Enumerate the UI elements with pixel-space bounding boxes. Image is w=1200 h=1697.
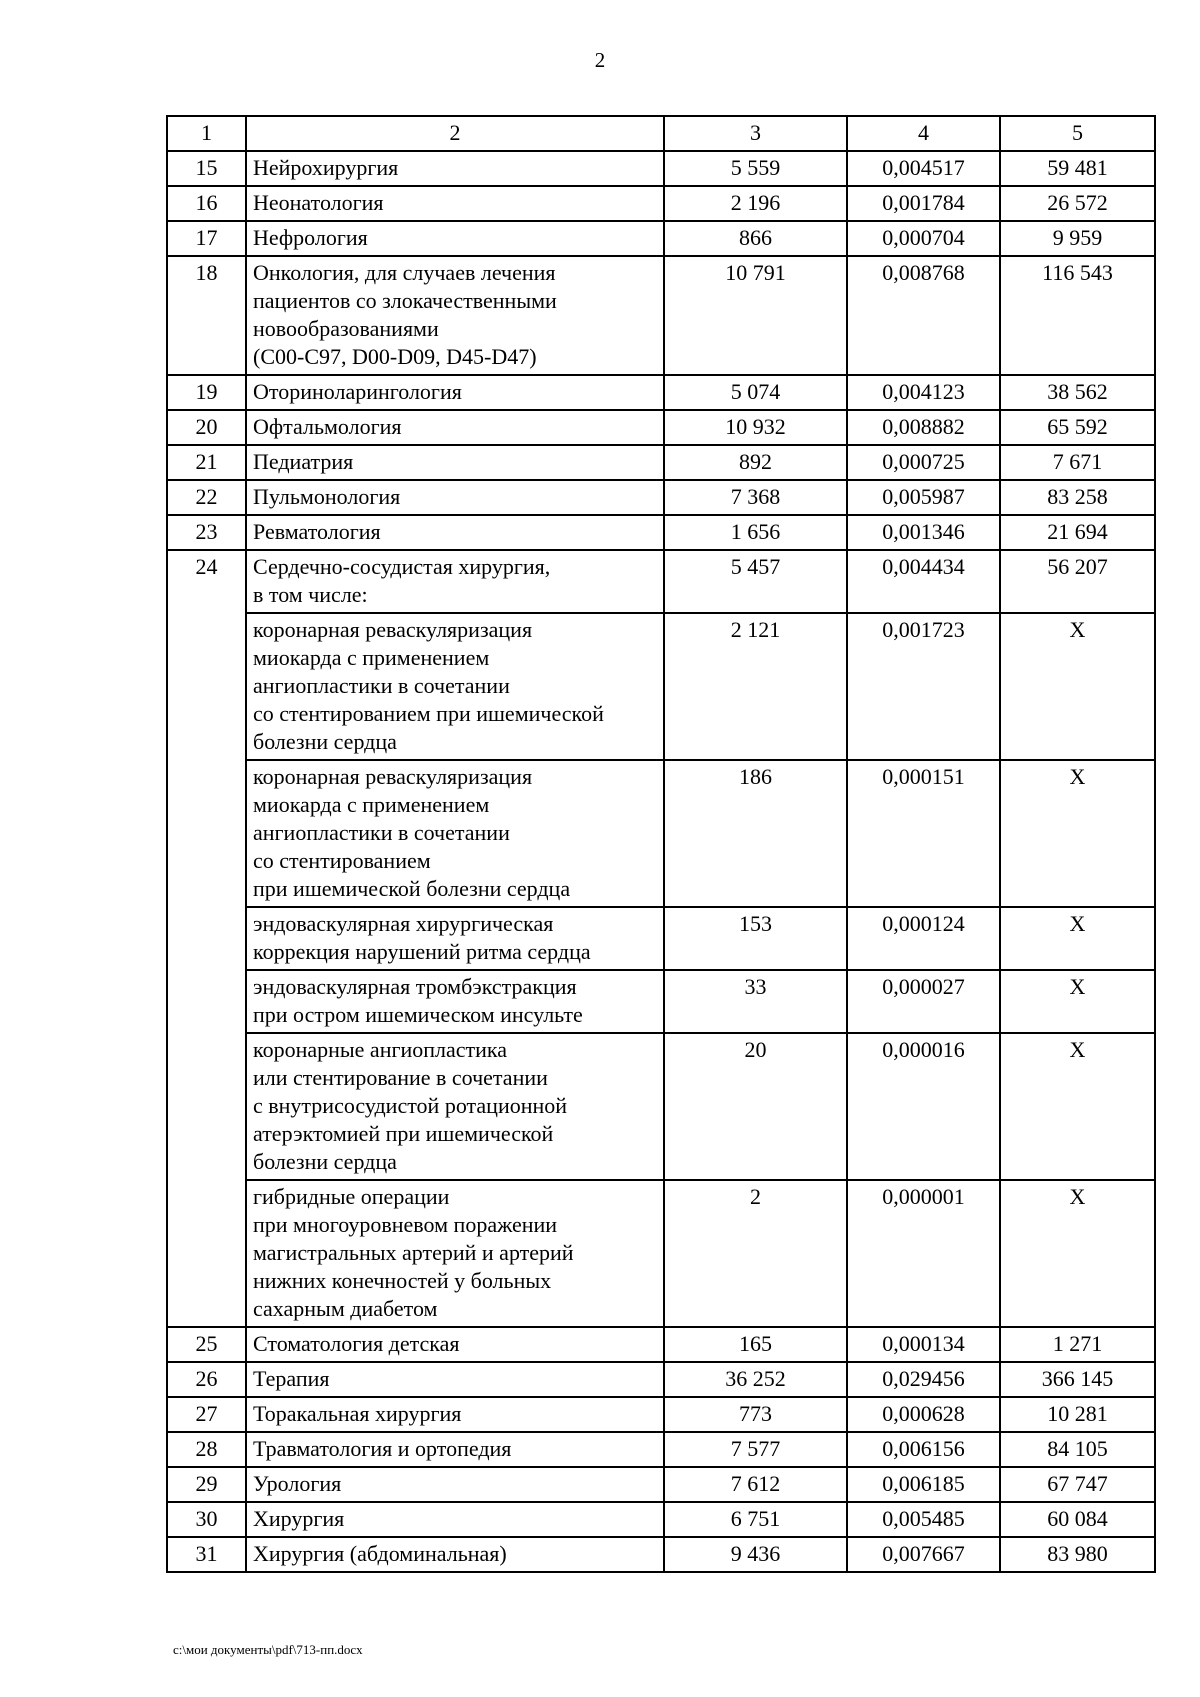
value-col-5: 67 747 bbox=[1000, 1467, 1155, 1502]
value-col-4: 0,000016 bbox=[847, 1033, 1000, 1180]
row-name bbox=[246, 410, 664, 445]
row-name bbox=[246, 1537, 664, 1572]
row-number: 20 bbox=[167, 410, 246, 445]
name-line: Нефрология bbox=[253, 225, 368, 250]
sub-row bbox=[167, 1180, 1155, 1327]
row-number: 22 bbox=[167, 480, 246, 515]
row-name bbox=[246, 1467, 664, 1502]
name-line: Хирургия (абдоминальная) bbox=[253, 1541, 507, 1566]
name-line: миокарда с применением bbox=[253, 792, 490, 817]
row-name bbox=[246, 1397, 664, 1432]
row-number: 15 bbox=[167, 151, 246, 186]
table-row bbox=[167, 410, 1155, 445]
name-line: коронарные ангиопластика bbox=[253, 1037, 508, 1062]
row-name bbox=[246, 613, 664, 760]
row-name bbox=[246, 151, 664, 186]
value-col-4: 0,000704 bbox=[847, 221, 1000, 256]
row-number: 30 bbox=[167, 1502, 246, 1537]
row-number: 27 bbox=[167, 1397, 246, 1432]
row-number: 26 bbox=[167, 1362, 246, 1397]
sub-row bbox=[167, 613, 1155, 760]
header-row bbox=[167, 116, 1155, 151]
name-line: в том числе: bbox=[253, 582, 368, 607]
table-row bbox=[167, 221, 1155, 256]
row-name bbox=[246, 480, 664, 515]
value-col-4: 0,000725 bbox=[847, 445, 1000, 480]
value-col-4: 0,006156 bbox=[847, 1432, 1000, 1467]
value-col-3: 153 bbox=[664, 907, 847, 970]
name-line: коронарная реваскуляризация bbox=[253, 617, 533, 642]
name-line: сахарным диабетом bbox=[253, 1296, 438, 1321]
name-line: Пульмонология bbox=[253, 484, 401, 509]
value-col-3: 2 bbox=[664, 1180, 847, 1327]
row-number: 31 bbox=[167, 1537, 246, 1572]
row-number: 29 bbox=[167, 1467, 246, 1502]
value-col-5: 116 543 bbox=[1000, 256, 1155, 375]
name-line: или стентирование в сочетании bbox=[253, 1065, 548, 1090]
value-col-4: 0,029456 bbox=[847, 1362, 1000, 1397]
value-col-5: 366 145 bbox=[1000, 1362, 1155, 1397]
name-line: коронарная реваскуляризация bbox=[253, 764, 533, 789]
name-line: коррекция нарушений ритма сердца bbox=[253, 939, 591, 964]
value-col-3: 5 074 bbox=[664, 375, 847, 410]
table-row bbox=[167, 1502, 1155, 1537]
table-row bbox=[167, 445, 1155, 480]
data-table bbox=[166, 115, 1156, 1573]
row-number: 24 bbox=[167, 550, 246, 1327]
name-line: Урология bbox=[253, 1471, 342, 1496]
table-row bbox=[167, 1397, 1155, 1432]
value-col-3: 10 791 bbox=[664, 256, 847, 375]
name-line: при остром ишемическом инсульте bbox=[253, 1002, 583, 1027]
name-line: ангиопластики в сочетании bbox=[253, 820, 510, 845]
value-col-5: 9 959 bbox=[1000, 221, 1155, 256]
header-cell-3: 3 bbox=[664, 116, 847, 151]
value-col-5: 38 562 bbox=[1000, 375, 1155, 410]
name-line: Офтальмология bbox=[253, 414, 402, 439]
table-row bbox=[167, 1362, 1155, 1397]
table-row bbox=[167, 1467, 1155, 1502]
header-cell-4: 4 bbox=[847, 116, 1000, 151]
value-col-4: 0,000151 bbox=[847, 760, 1000, 907]
value-col-5: 59 481 bbox=[1000, 151, 1155, 186]
row-name bbox=[246, 1327, 664, 1362]
name-line: миокарда с применением bbox=[253, 645, 490, 670]
name-line: Нейрохирургия bbox=[253, 155, 399, 180]
value-col-5: X bbox=[1000, 1033, 1155, 1180]
name-line: Педиатрия bbox=[253, 449, 354, 474]
name-line: при многоуровневом поражении bbox=[253, 1212, 558, 1237]
table-row bbox=[167, 256, 1155, 375]
table-row bbox=[167, 375, 1155, 410]
name-line: при ишемической болезни сердца bbox=[253, 876, 571, 901]
row-number: 23 bbox=[167, 515, 246, 550]
name-line: Неонатология bbox=[253, 190, 384, 215]
value-col-4: 0,006185 bbox=[847, 1467, 1000, 1502]
row-name bbox=[246, 1432, 664, 1467]
name-line: гибридные операции bbox=[253, 1184, 450, 1209]
sub-row bbox=[167, 760, 1155, 907]
name-line: с внутрисосудистой ротационной bbox=[253, 1093, 568, 1118]
name-line: со стентированием bbox=[253, 848, 431, 873]
value-col-4: 0,000027 bbox=[847, 970, 1000, 1033]
name-line: болезни сердца bbox=[253, 1149, 397, 1174]
value-col-4: 0,004123 bbox=[847, 375, 1000, 410]
name-line: со стентированием при ишемической bbox=[253, 701, 604, 726]
row-name bbox=[246, 1033, 664, 1180]
value-col-5: X bbox=[1000, 1180, 1155, 1327]
name-line: Онкология, для случаев лечения bbox=[253, 260, 556, 285]
value-col-5: 83 980 bbox=[1000, 1537, 1155, 1572]
name-line: Оториноларингология bbox=[253, 379, 462, 404]
value-col-3: 20 bbox=[664, 1033, 847, 1180]
file-path-footer: c:\мои документы\pdf\713-пп.docx bbox=[173, 1642, 363, 1657]
name-line: эндоваскулярная хирургическая bbox=[253, 911, 554, 936]
row-number: 17 bbox=[167, 221, 246, 256]
table-body bbox=[167, 116, 1155, 1572]
value-col-3: 9 436 bbox=[664, 1537, 847, 1572]
name-line: Стоматология детская bbox=[253, 1331, 460, 1356]
value-col-5: 26 572 bbox=[1000, 186, 1155, 221]
name-line: Ревматология bbox=[253, 519, 381, 544]
name-line: Терапия bbox=[253, 1366, 330, 1391]
row-name bbox=[246, 256, 664, 375]
table-row bbox=[167, 186, 1155, 221]
value-col-5: 84 105 bbox=[1000, 1432, 1155, 1467]
name-line: болезни сердца bbox=[253, 729, 397, 754]
row-name bbox=[246, 1502, 664, 1537]
sub-row bbox=[167, 1033, 1155, 1180]
row-name bbox=[246, 550, 664, 613]
value-col-4: 0,008882 bbox=[847, 410, 1000, 445]
row-name bbox=[246, 445, 664, 480]
value-col-5: X bbox=[1000, 907, 1155, 970]
value-col-3: 7 612 bbox=[664, 1467, 847, 1502]
value-col-4: 0,008768 bbox=[847, 256, 1000, 375]
row-name bbox=[246, 1180, 664, 1327]
value-col-4: 0,001723 bbox=[847, 613, 1000, 760]
header-cell-2: 2 bbox=[246, 116, 664, 151]
table-row bbox=[167, 480, 1155, 515]
row-number: 28 bbox=[167, 1432, 246, 1467]
value-col-3: 165 bbox=[664, 1327, 847, 1362]
row-name bbox=[246, 907, 664, 970]
value-col-3: 2 121 bbox=[664, 613, 847, 760]
value-col-4: 0,000134 bbox=[847, 1327, 1000, 1362]
name-line: Сердечно-сосудистая хирургия, bbox=[253, 554, 551, 579]
value-col-5: 83 258 bbox=[1000, 480, 1155, 515]
value-col-5: X bbox=[1000, 613, 1155, 760]
row-name bbox=[246, 1362, 664, 1397]
value-col-5: 7 671 bbox=[1000, 445, 1155, 480]
table-row bbox=[167, 1432, 1155, 1467]
table-row bbox=[167, 515, 1155, 550]
row-name bbox=[246, 186, 664, 221]
name-line: магистральных артерий и артерий bbox=[253, 1240, 574, 1265]
value-col-4: 0,001346 bbox=[847, 515, 1000, 550]
name-line: ангиопластики в сочетании bbox=[253, 673, 510, 698]
value-col-4: 0,000124 bbox=[847, 907, 1000, 970]
row-name bbox=[246, 375, 664, 410]
value-col-5: 56 207 bbox=[1000, 550, 1155, 613]
table-row bbox=[167, 151, 1155, 186]
header-cell-5: 5 bbox=[1000, 116, 1155, 151]
table-row bbox=[167, 1537, 1155, 1572]
value-col-3: 2 196 bbox=[664, 186, 847, 221]
row-number: 25 bbox=[167, 1327, 246, 1362]
row-number: 18 bbox=[167, 256, 246, 375]
value-col-4: 0,005987 bbox=[847, 480, 1000, 515]
row-name bbox=[246, 221, 664, 256]
value-col-5: X bbox=[1000, 970, 1155, 1033]
sub-row bbox=[167, 907, 1155, 970]
table-row bbox=[167, 550, 1155, 613]
value-col-4: 0,005485 bbox=[847, 1502, 1000, 1537]
value-col-3: 10 932 bbox=[664, 410, 847, 445]
value-col-3: 866 bbox=[664, 221, 847, 256]
header-cell-1: 1 bbox=[167, 116, 246, 151]
name-line: пациентов со злокачественными bbox=[253, 288, 557, 313]
value-col-4: 0,004434 bbox=[847, 550, 1000, 613]
name-line: нижних конечностей у больных bbox=[253, 1268, 552, 1293]
name-line: новообразованиями bbox=[253, 316, 439, 341]
row-name bbox=[246, 760, 664, 907]
value-col-5: 60 084 bbox=[1000, 1502, 1155, 1537]
name-line: атерэктомией при ишемической bbox=[253, 1121, 554, 1146]
row-number: 16 bbox=[167, 186, 246, 221]
row-name bbox=[246, 970, 664, 1033]
page-number: 2 bbox=[594, 48, 606, 72]
name-line: Травматология и ортопедия bbox=[253, 1436, 512, 1461]
value-col-3: 773 bbox=[664, 1397, 847, 1432]
name-line: Торакальная хирургия bbox=[253, 1401, 462, 1426]
row-number: 19 bbox=[167, 375, 246, 410]
value-col-5: 10 281 bbox=[1000, 1397, 1155, 1432]
name-line: Хирургия bbox=[253, 1506, 345, 1531]
value-col-3: 36 252 bbox=[664, 1362, 847, 1397]
name-line: эндоваскулярная тромбэкстракция bbox=[253, 974, 577, 999]
value-col-3: 7 577 bbox=[664, 1432, 847, 1467]
value-col-5: X bbox=[1000, 760, 1155, 907]
value-col-4: 0,001784 bbox=[847, 186, 1000, 221]
value-col-3: 7 368 bbox=[664, 480, 847, 515]
table-row bbox=[167, 1327, 1155, 1362]
value-col-3: 33 bbox=[664, 970, 847, 1033]
value-col-5: 21 694 bbox=[1000, 515, 1155, 550]
value-col-3: 5 559 bbox=[664, 151, 847, 186]
value-col-3: 5 457 bbox=[664, 550, 847, 613]
value-col-3: 186 bbox=[664, 760, 847, 907]
sub-row bbox=[167, 970, 1155, 1033]
value-col-3: 1 656 bbox=[664, 515, 847, 550]
value-col-4: 0,000001 bbox=[847, 1180, 1000, 1327]
row-number: 21 bbox=[167, 445, 246, 480]
value-col-3: 6 751 bbox=[664, 1502, 847, 1537]
value-col-4: 0,007667 bbox=[847, 1537, 1000, 1572]
value-col-5: 65 592 bbox=[1000, 410, 1155, 445]
row-name bbox=[246, 515, 664, 550]
value-col-3: 892 bbox=[664, 445, 847, 480]
name-line: (C00-C97, D00-D09, D45-D47) bbox=[253, 344, 537, 369]
value-col-5: 1 271 bbox=[1000, 1327, 1155, 1362]
value-col-4: 0,004517 bbox=[847, 151, 1000, 186]
value-col-4: 0,000628 bbox=[847, 1397, 1000, 1432]
